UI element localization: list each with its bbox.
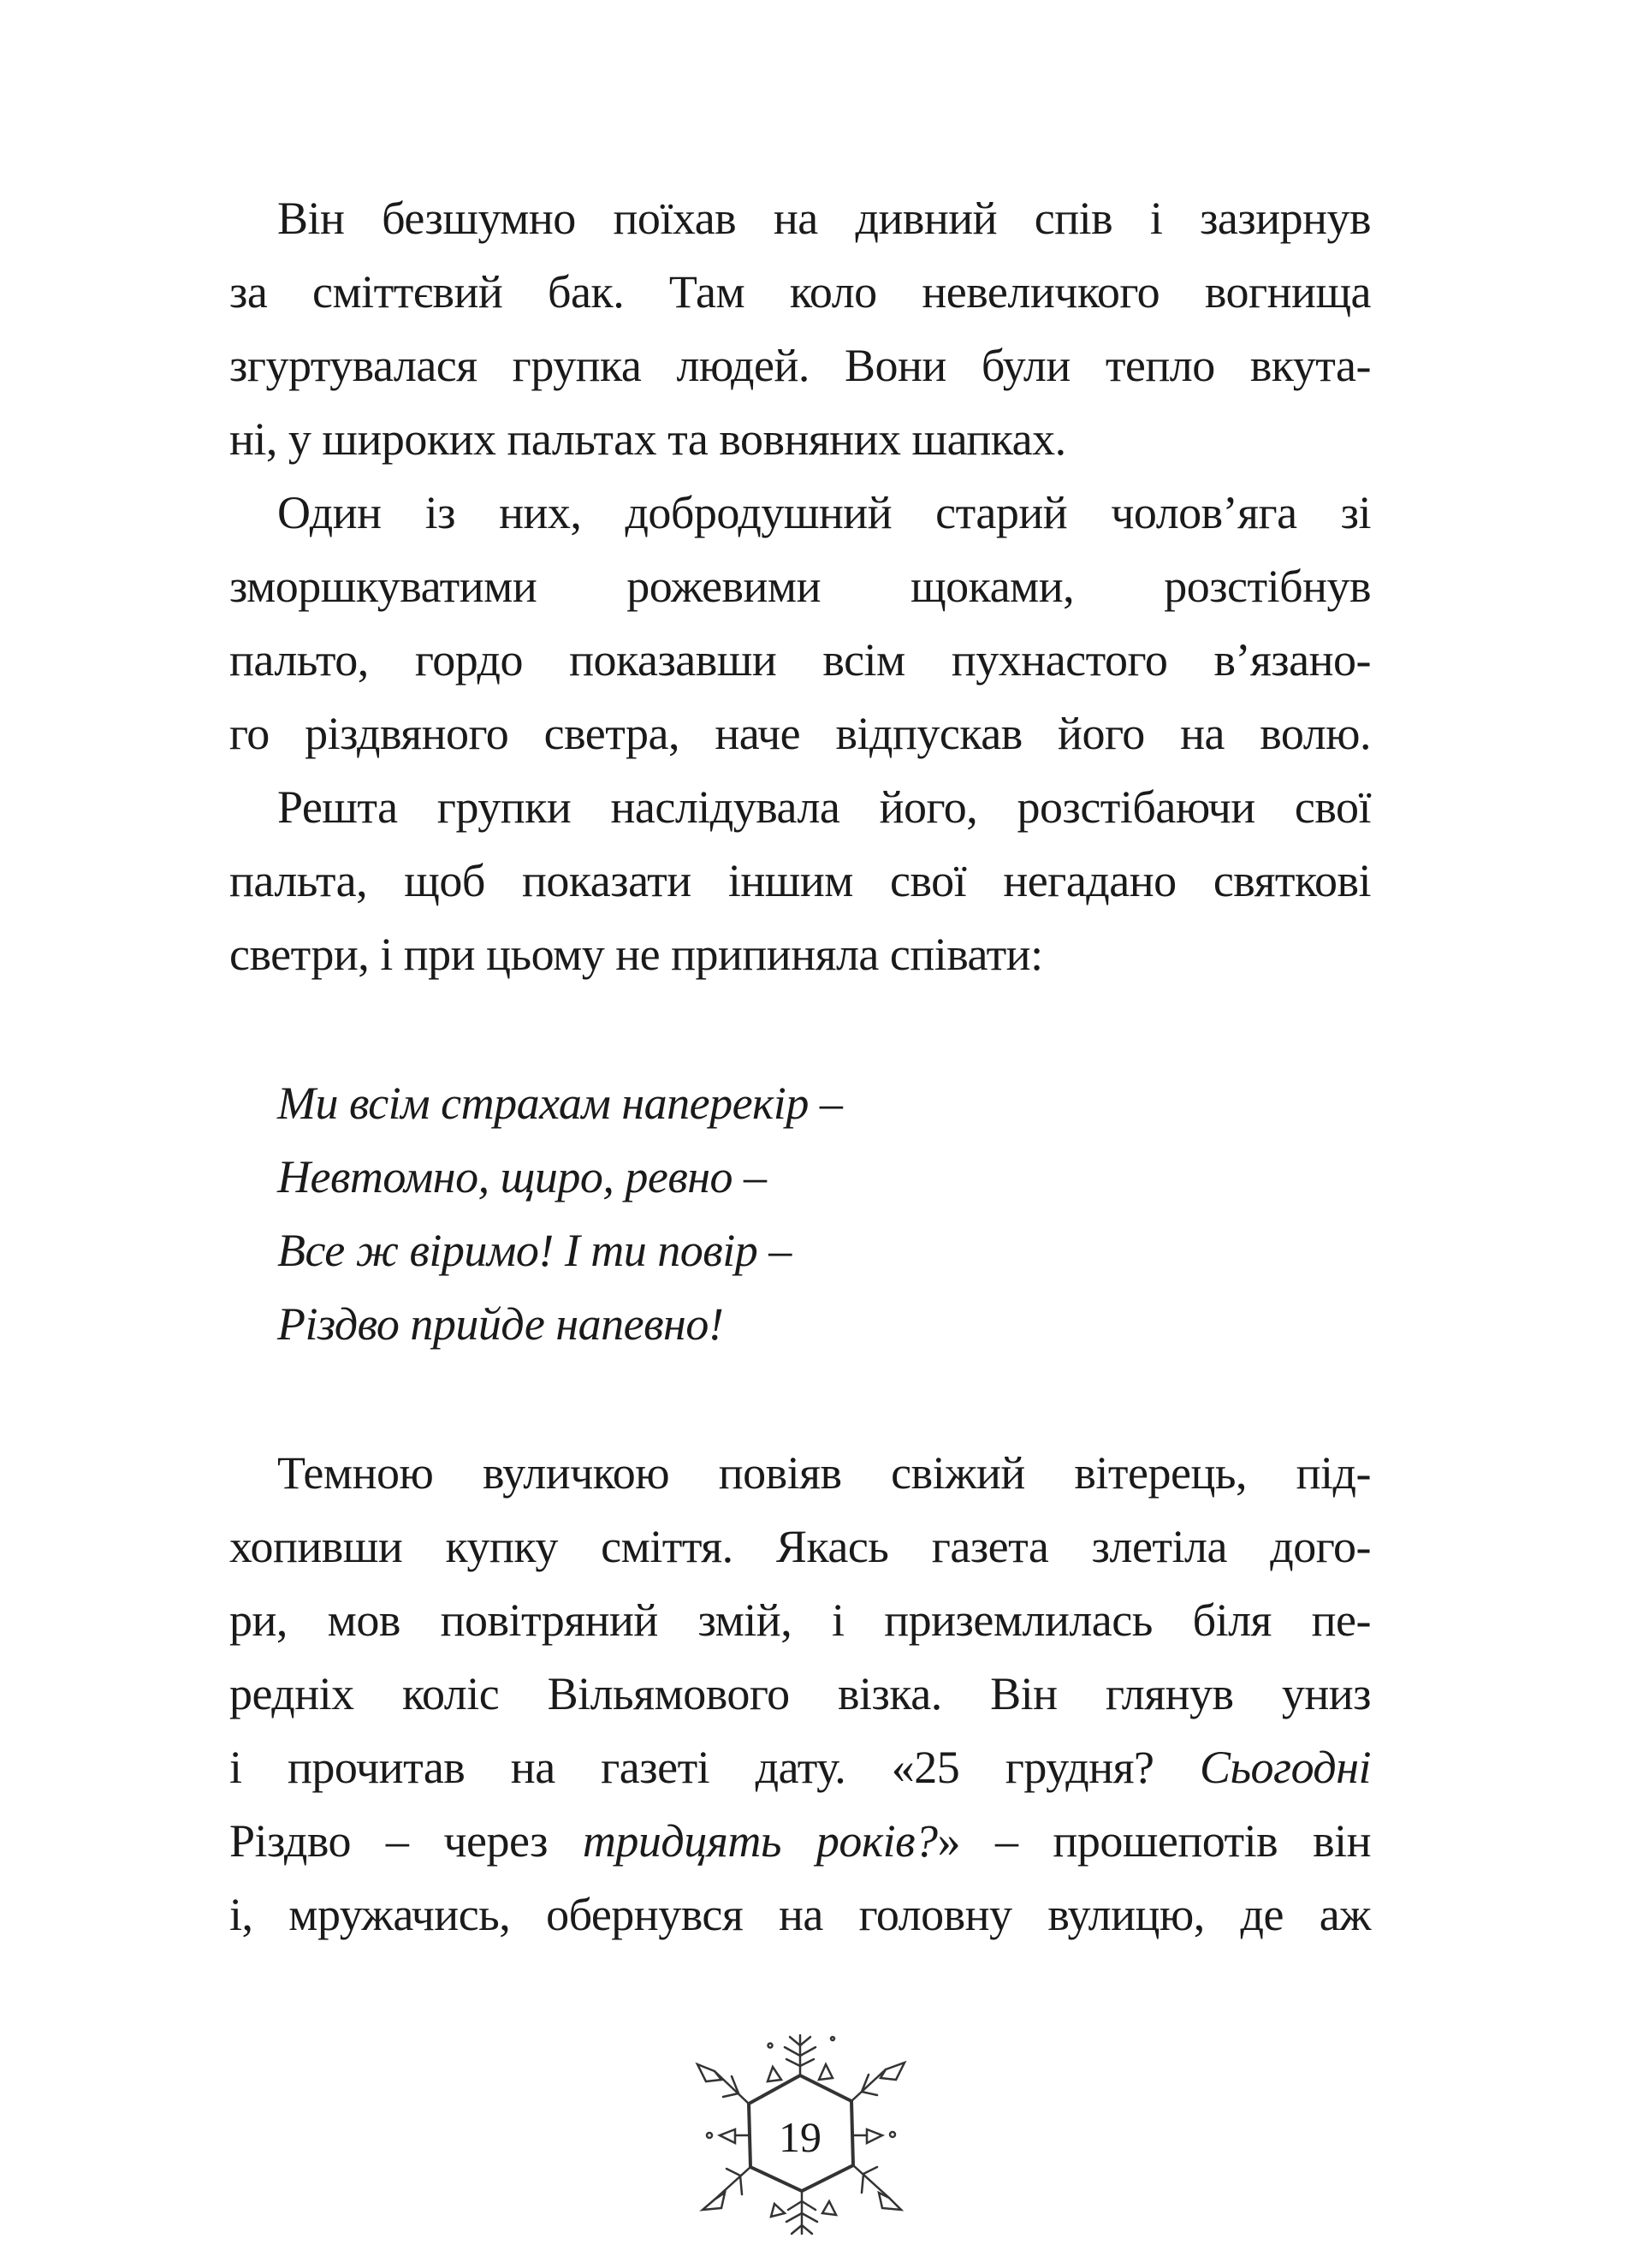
text-line: Темною вуличкою повіяв свіжий вітерець, під- — [277, 1447, 1371, 1499]
text-run: » – прошепотів він — [937, 1815, 1371, 1867]
page-number: 19 — [779, 2113, 822, 2161]
text-line: редніх коліс Вільямового візка. Він глянув униз — [229, 1668, 1371, 1719]
text-line: светри, і при цьому не припиняла співати: — [229, 929, 1043, 980]
song-verse — [229, 1066, 1371, 1361]
paragraph-2 — [229, 476, 1371, 770]
spacer — [229, 1361, 1371, 1436]
verse-line: Все ж віримо! І ти повір – — [277, 1225, 792, 1276]
verse-line: Різдво прийде напевно! — [277, 1298, 724, 1350]
page-number-ornament — [672, 2020, 928, 2251]
italic-run: тридцять років? — [582, 1815, 938, 1867]
text-line: зморшкуватими рожевими щоками, розстібнув — [229, 561, 1371, 612]
text-line: ри, мов повітряний змій, і приземлилась біля пе- — [229, 1594, 1371, 1646]
text-line: згуртувалася групка людей. Вони були тепло вкута- — [229, 340, 1371, 391]
text-line: хопивши купку сміття. Якась газета злетіла дого- — [229, 1521, 1371, 1572]
text-line: Він безшумно поїхав на дивний спів і зазирнув — [277, 193, 1371, 244]
text-line: го різдвяного светра, наче відпускав його на волю. — [229, 708, 1371, 759]
text-line — [229, 1804, 1371, 1878]
paragraph-3 — [229, 770, 1371, 991]
text-run: Різдво – через — [229, 1815, 583, 1867]
text-line: Решта групки наслідувала його, розстібаючи свої — [277, 781, 1371, 833]
paragraph-1 — [229, 181, 1371, 476]
paragraph-4 — [229, 1436, 1371, 1951]
italic-run: Сьогодні — [1199, 1742, 1371, 1793]
text-line: Один із них, добродушний старий чолов’яга зі — [277, 487, 1371, 538]
text-line: пальто, гордо показавши всім пухнастого в’язано- — [229, 634, 1371, 686]
text-line: за сміттєвий бак. Там коло невеличкого вогнища — [229, 266, 1371, 318]
text-line — [229, 1731, 1371, 1804]
text-line: і, мружачись, обернувся на головну вулицю, де аж — [229, 1889, 1371, 1940]
page-text-column — [229, 181, 1371, 1951]
spacer — [229, 991, 1371, 1066]
text-line: пальта, щоб показати іншим свої негадано святкові — [229, 855, 1371, 906]
verse-line: Ми всім страхам наперекір – — [277, 1078, 843, 1129]
text-line: ні, у широких пальтах та вовняних шапках. — [229, 413, 1066, 465]
verse-line: Невтомно, щиро, ревно – — [277, 1151, 767, 1202]
text-run: і прочитав на газеті дату. «25 грудня? — [229, 1742, 1200, 1793]
